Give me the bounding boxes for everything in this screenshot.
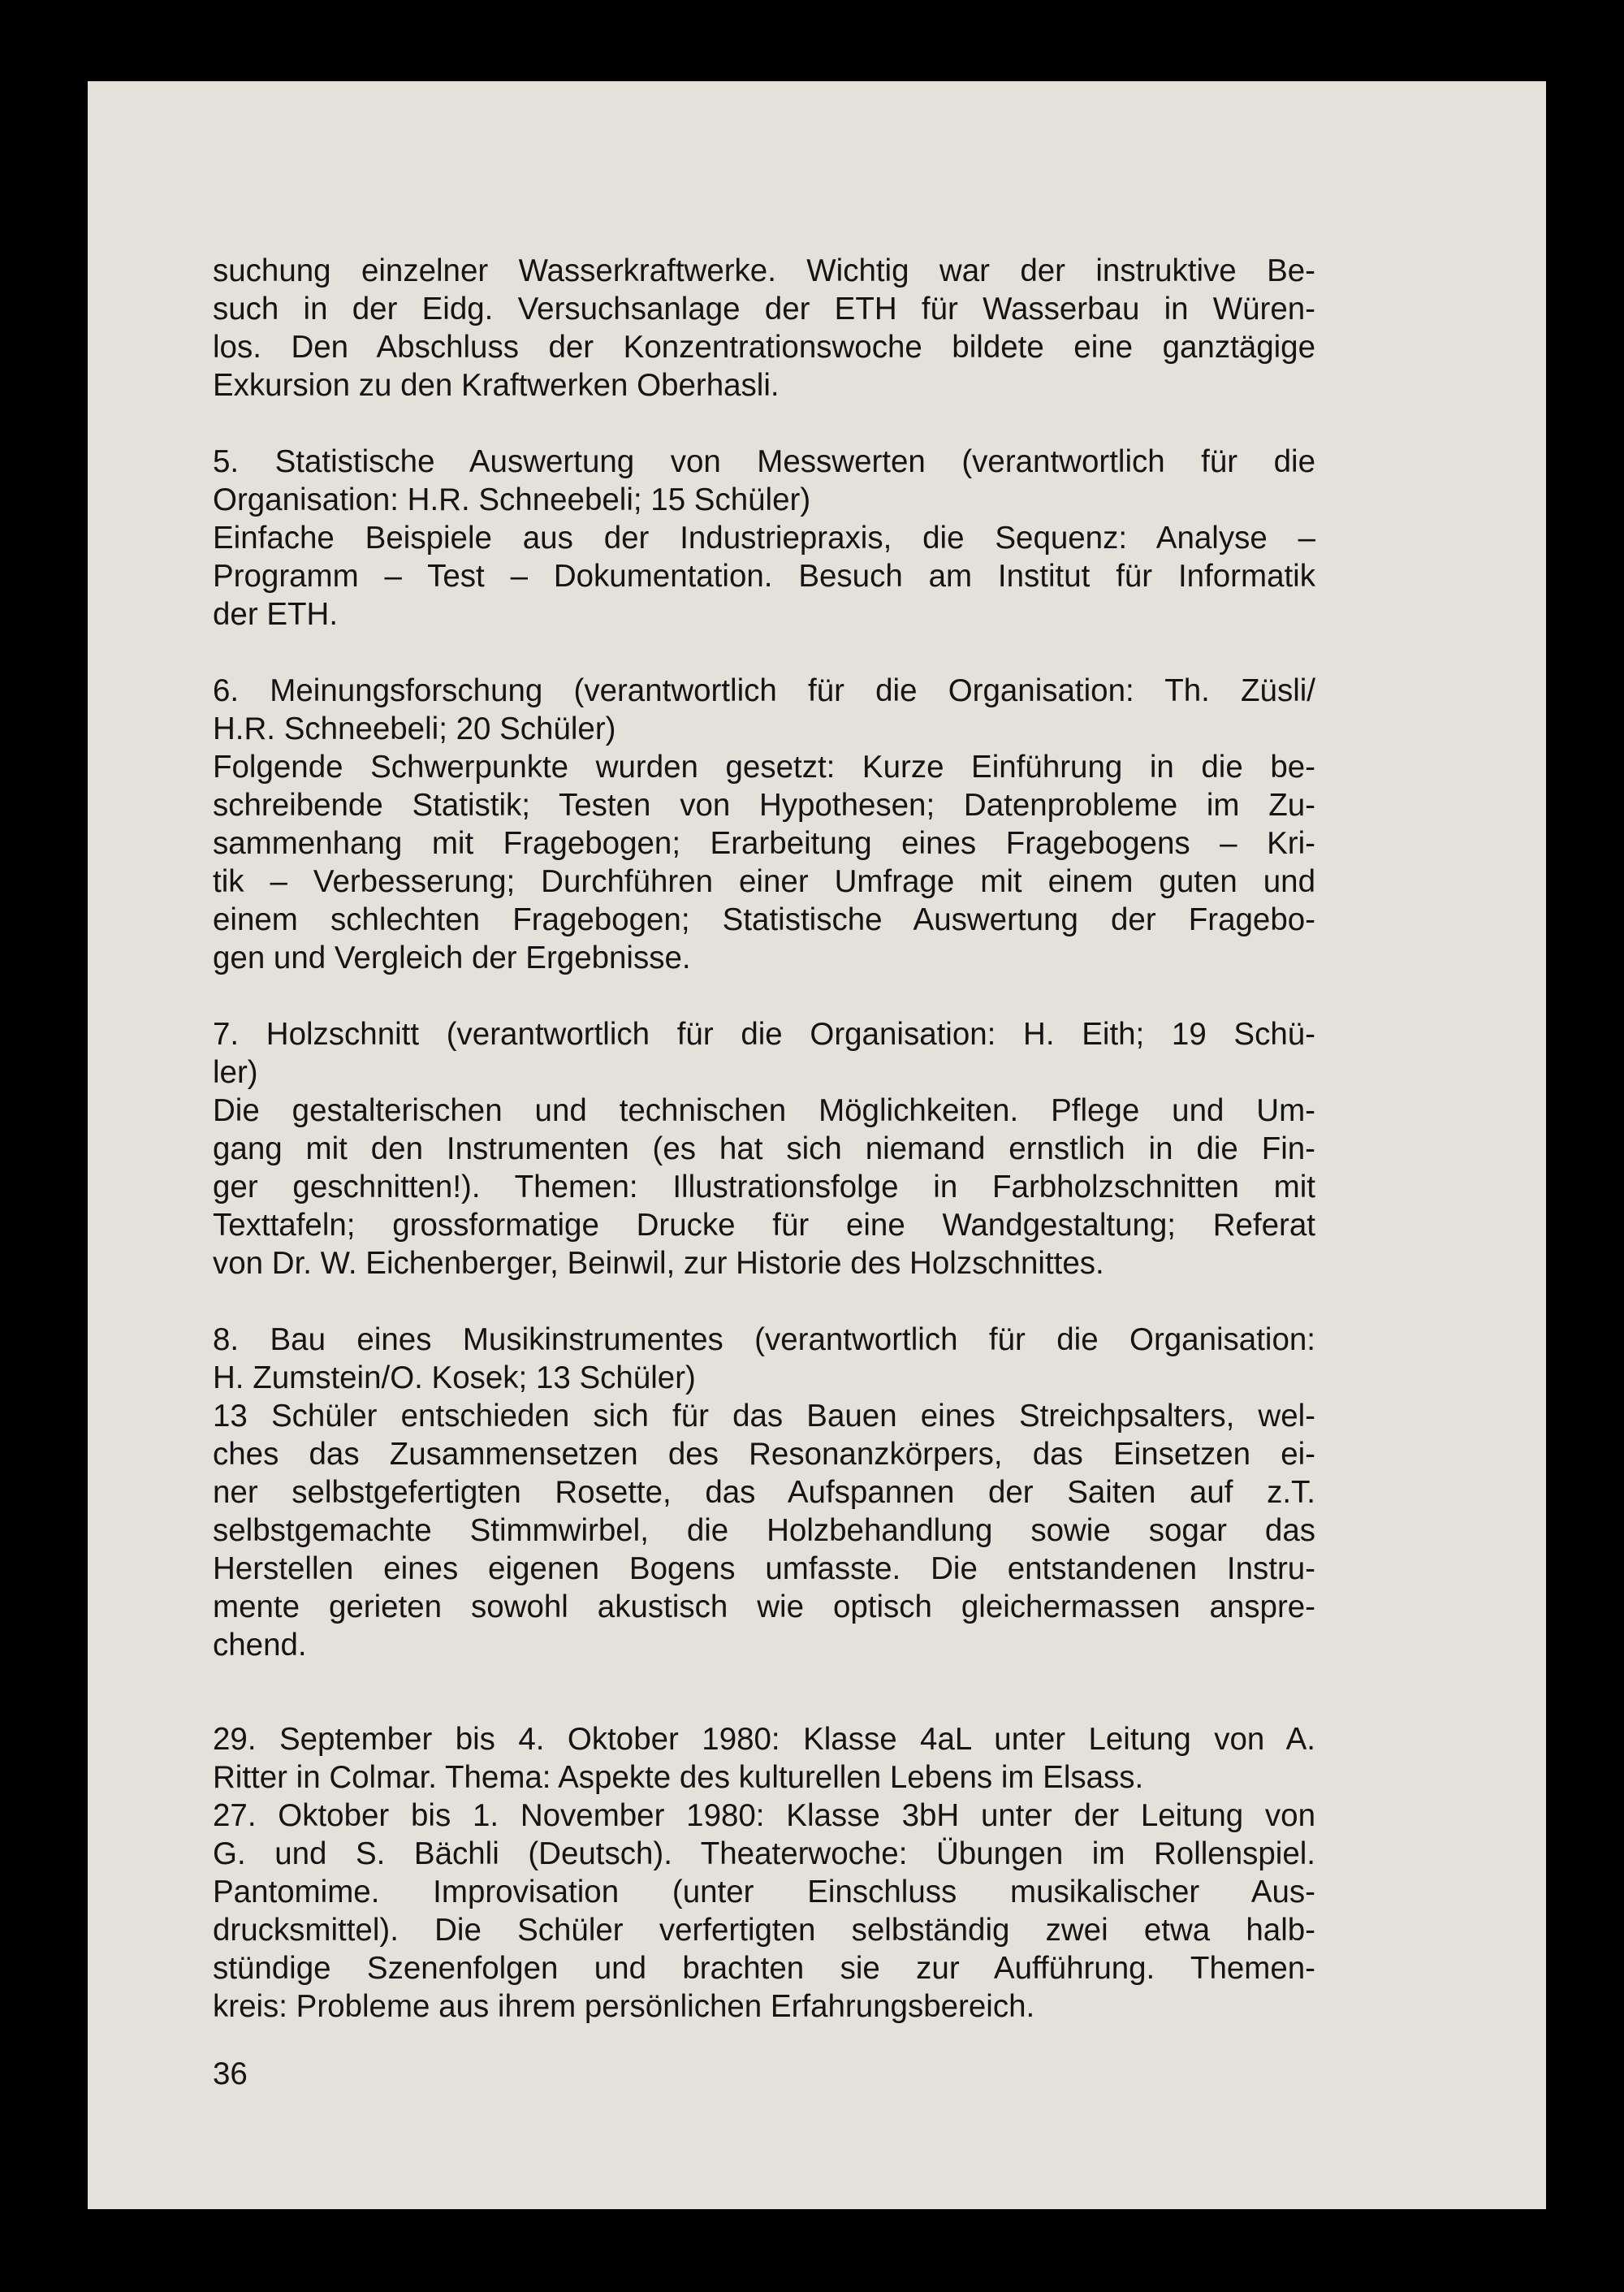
paragraph-spacer (213, 977, 1315, 1015)
paragraph-spacer (213, 1282, 1315, 1321)
section-spacer (213, 1664, 1315, 1720)
text-line: sammenhang mit Fragebogen; Erarbeitung eines Fragebogens – Kri- (213, 826, 1315, 861)
paragraph-wasserkraft (213, 252, 1315, 404)
text-line: ches das Zusammensetzen des Resonanzkörpers, das Einsetzen ei- (213, 1437, 1315, 1472)
text-line: Texttafeln; grossformatige Drucke für eine Wandgestaltung; Referat (213, 1208, 1315, 1243)
text-line: los. Den Abschluss der Konzentrationswoche bildete eine ganztägige (213, 330, 1315, 365)
text-line: 5. Statistische Auswertung von Messwerten (verantwortlich für die (213, 444, 1315, 479)
text-line: G. und S. Bächli (Deutsch). Theaterwoche: Übungen im Rollenspiel. (213, 1836, 1315, 1871)
text-line: H.R. Schneebeli; 20 Schüler) (213, 711, 616, 746)
text-line: 29. September bis 4. Oktober 1980: Klasse 4aL unter Leitung von A. (213, 1722, 1315, 1757)
text-line: 7. Holzschnitt (verantwortlich für die Organisation: H. Eith; 19 Schü- (213, 1017, 1315, 1052)
text-line: suchung einzelner Wasserkraftwerke. Wichtig war der instruktive Be- (213, 253, 1315, 288)
text-line: einem schlechten Fragebogen; Statistische Auswertung der Fragebo- (213, 902, 1315, 937)
paragraph-spacer (213, 634, 1315, 672)
text-line: Herstellen eines eigenen Bogens umfasste. Die entstandenen Instru- (213, 1551, 1315, 1586)
text-line: stündige Szenenfolgen und brachten sie zur Aufführung. Themen- (213, 1951, 1315, 1986)
text-line: Folgende Schwerpunkte wurden gesetzt: Kurze Einführung in die be- (213, 750, 1315, 785)
text-line: ger geschnitten!). Themen: Illustrationsfolge in Farbholzschnitten mit (213, 1170, 1315, 1204)
text-line: drucksmittel). Die Schüler verfertigten selbständig zwei etwa halb- (213, 1913, 1315, 1948)
text-line: 27. Oktober bis 1. November 1980: Klasse 3bH unter der Leitung von (213, 1798, 1315, 1833)
text-line: H. Zumstein/O. Kosek; 13 Schüler) (213, 1360, 696, 1395)
text-line: ner selbstgefertigten Rosette, das Aufspannen der Saiten auf z.T. (213, 1475, 1315, 1510)
text-line: selbstgemachte Stimmwirbel, die Holzbehandlung sowie sogar das (213, 1513, 1315, 1548)
page-number: 36 (213, 2056, 248, 2091)
text-line: 8. Bau eines Musikinstrumentes (verantwortlich für die Organisation: (213, 1322, 1315, 1357)
text-line: gang mit den Instrumenten (es hat sich niemand ernstlich in die Fin- (213, 1131, 1315, 1166)
text-line: Exkursion zu den Kraftwerken Oberhasli. (213, 368, 780, 403)
text-line: von Dr. W. Eichenberger, Beinwil, zur Historie des Holzschnittes. (213, 1246, 1104, 1281)
text-line: kreis: Probleme aus ihrem persönlichen Erfahrungsbereich. (213, 1989, 1035, 2024)
text-line: Einfache Beispiele aus der Industriepraxis, die Sequenz: Analyse – (213, 521, 1315, 556)
text-line: der ETH. (213, 597, 339, 632)
paragraph-holzschnitt (213, 1015, 1315, 1282)
text-line: 6. Meinungsforschung (verantwortlich für die Organisation: Th. Züsli/ (213, 673, 1315, 708)
text-line: Pantomime. Improvisation (unter Einschluss musikalischer Aus- (213, 1875, 1315, 1909)
text-line: gen und Vergleich der Ergebnisse. (213, 941, 691, 975)
text-line: mente gerieten sowohl akustisch wie optisch gleichermassen anspre- (213, 1589, 1315, 1624)
text-line: Programm – Test – Dokumentation. Besuch am Institut für Informatik (213, 559, 1315, 594)
text-line: ler) (213, 1055, 258, 1090)
text-line: Ritter in Colmar. Thema: Aspekte des kulturellen Lebens im Elsass. (213, 1760, 1144, 1795)
paragraph-statistische-auswertung (213, 443, 1315, 634)
paragraph-meinungsforschung (213, 672, 1315, 977)
text-line: Die gestalterischen und technischen Möglichkeiten. Pflege und Um- (213, 1093, 1315, 1128)
text-line: Organisation: H.R. Schneebeli; 15 Schüler) (213, 482, 811, 517)
paragraph-musikinstrument (213, 1321, 1315, 1664)
body-text (213, 252, 1315, 2026)
paragraph-klassenwochen (213, 1720, 1315, 2026)
text-line: 13 Schüler entschieden sich für das Bauen eines Streichpsalters, wel- (213, 1399, 1315, 1434)
text-line: chend. (213, 1628, 307, 1663)
paragraph-spacer (213, 404, 1315, 443)
text-line: such in der Eidg. Versuchsanlage der ETH für Wasserbau in Würen- (213, 292, 1315, 327)
text-line: schreibende Statistik; Testen von Hypothesen; Datenprobleme im Zu- (213, 788, 1315, 823)
text-line: tik – Verbesserung; Durchführen einer Umfrage mit einem guten und (213, 864, 1315, 899)
